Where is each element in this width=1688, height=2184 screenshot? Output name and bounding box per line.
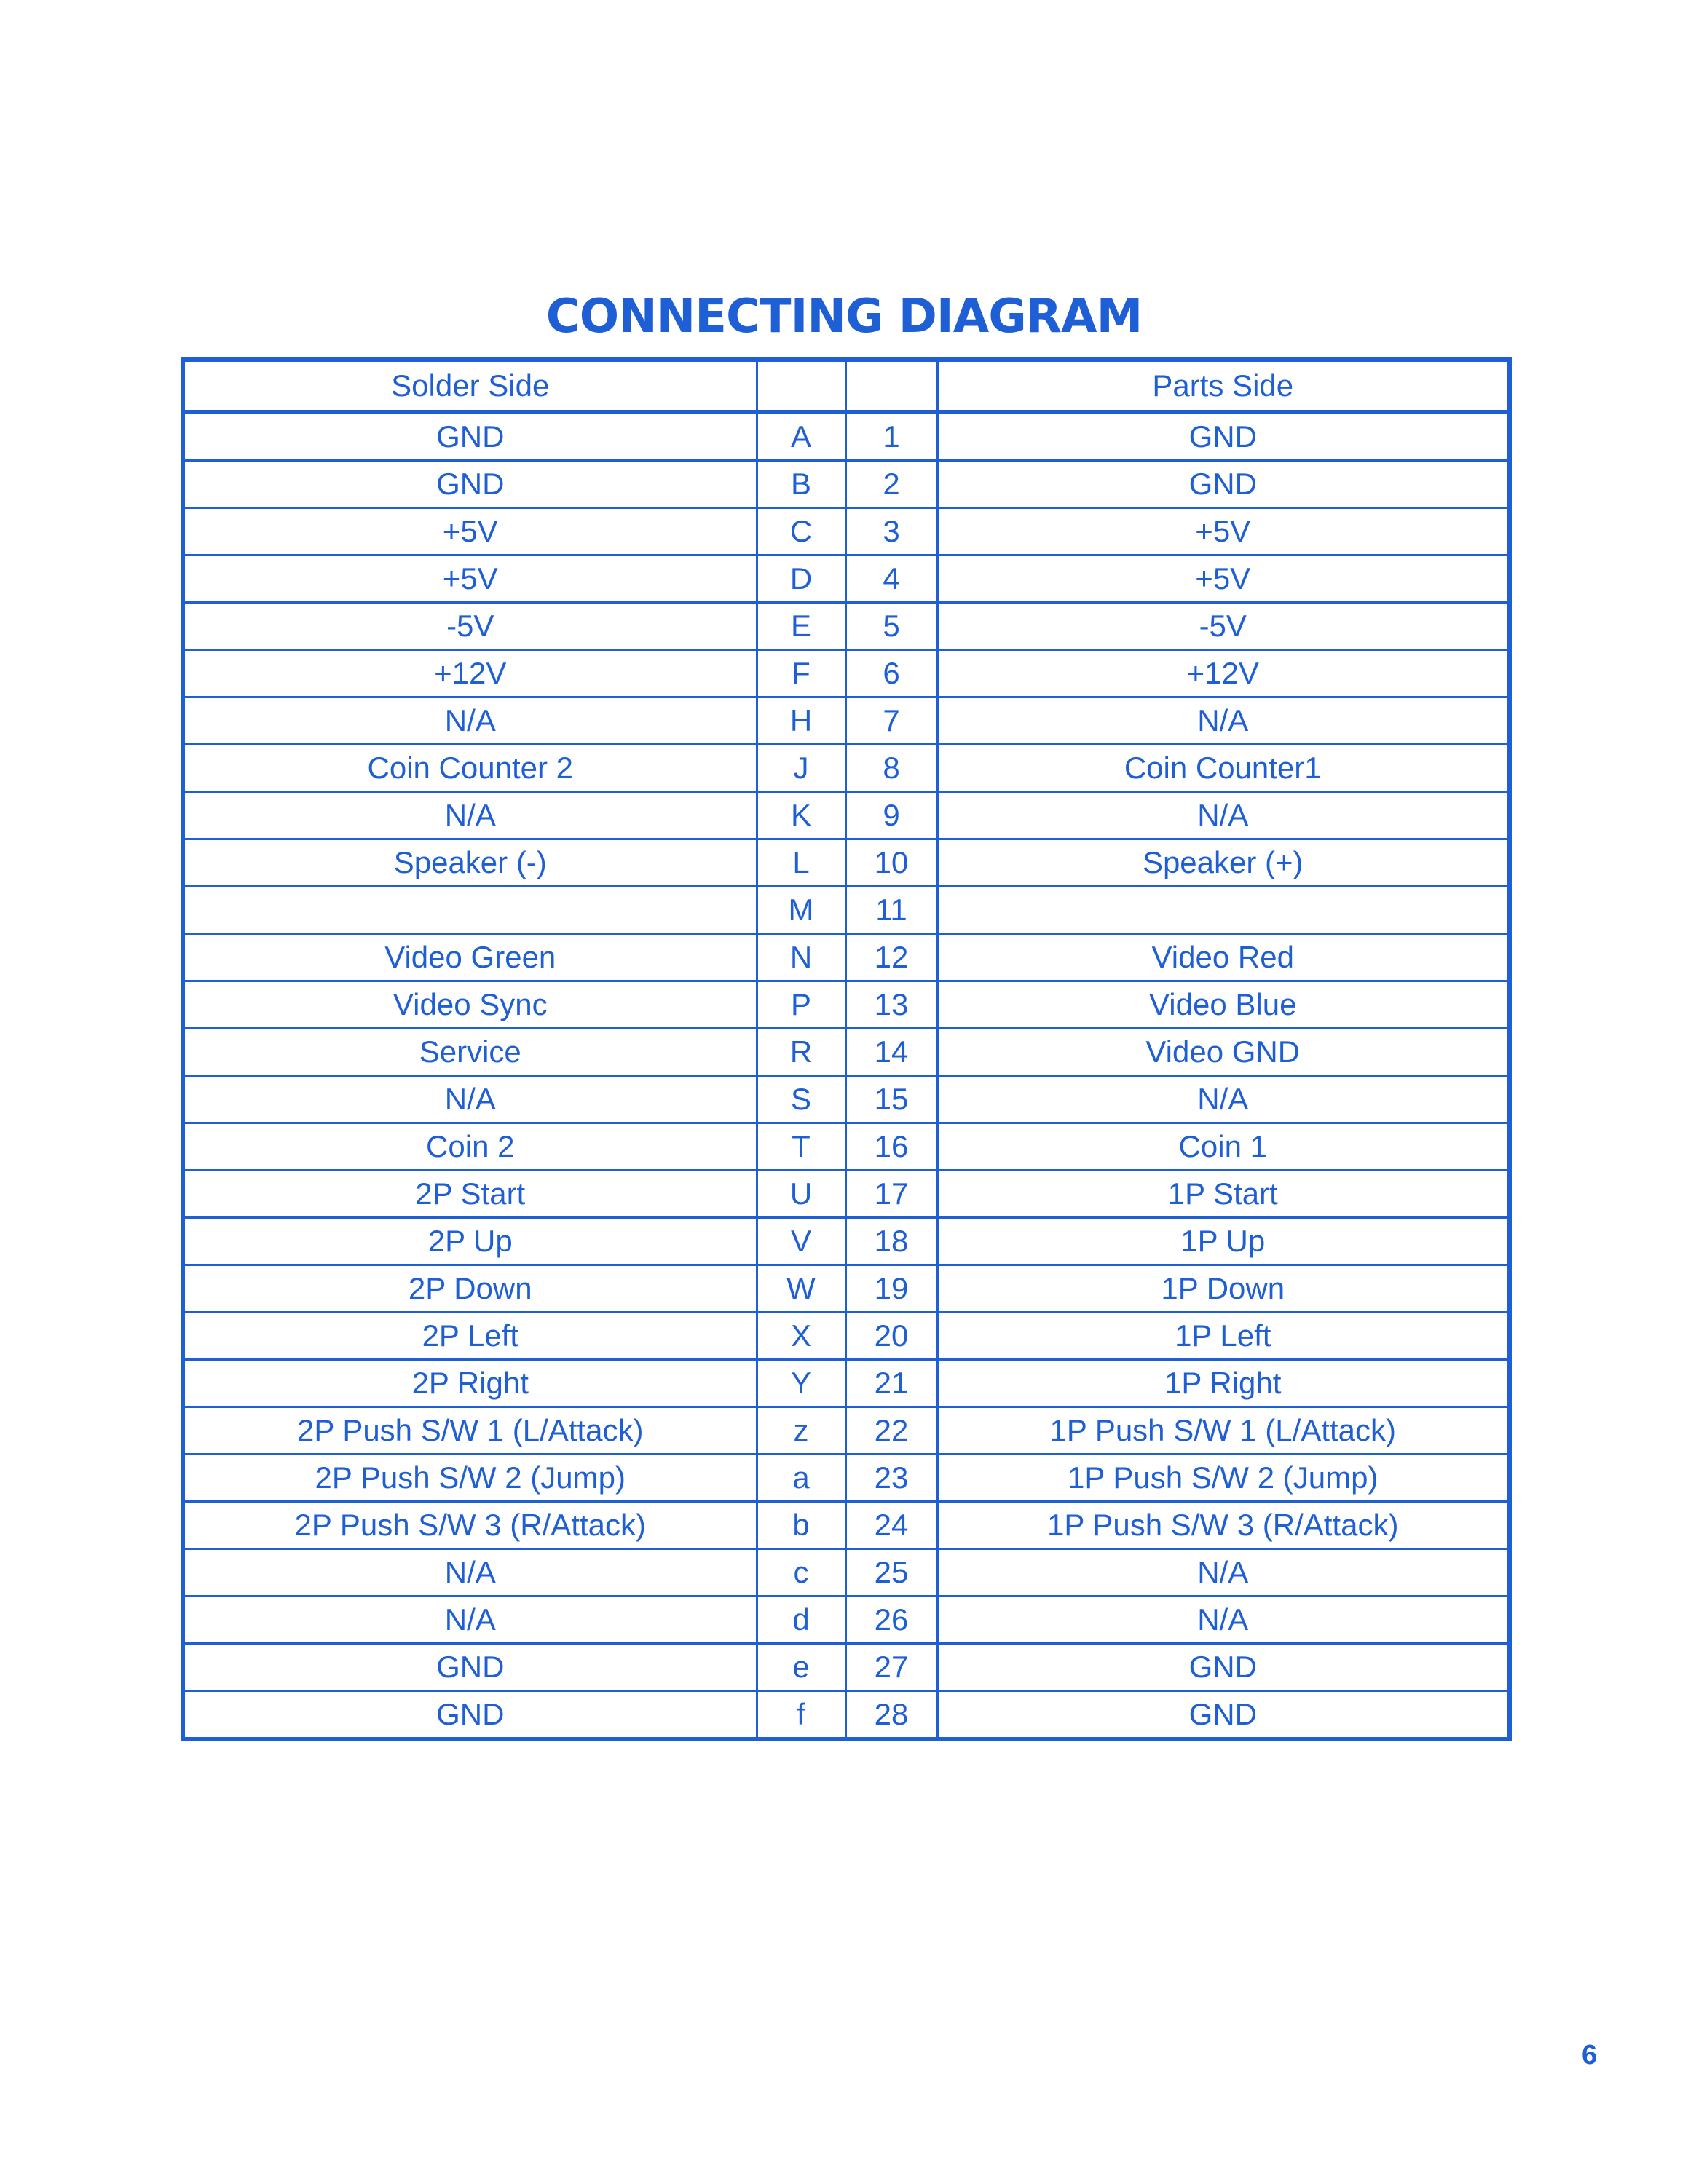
table-row	[183, 1076, 1510, 1123]
pin-letter-cell: U	[757, 1171, 845, 1218]
parts-side-cell: N/A	[937, 1597, 1510, 1644]
solder-side-cell: +5V	[183, 508, 757, 555]
parts-side-cell: +5V	[937, 508, 1510, 555]
parts-side-cell: +12V	[937, 650, 1510, 697]
solder-side-cell: 2P Down	[183, 1265, 757, 1313]
table-row	[183, 603, 1510, 650]
table-row	[183, 1313, 1510, 1360]
parts-side-cell: Coin Counter1	[937, 745, 1510, 792]
solder-side-cell: GND	[183, 412, 757, 461]
pin-number-cell: 4	[845, 555, 937, 603]
solder-side-cell: N/A	[183, 1076, 757, 1123]
table-row	[183, 1265, 1510, 1313]
pin-number-cell: 22	[845, 1407, 937, 1455]
solder-side-cell: Service	[183, 1029, 757, 1076]
pin-letter-cell: D	[757, 555, 845, 603]
pin-number-cell: 10	[845, 839, 937, 887]
parts-side-cell: GND	[937, 461, 1510, 508]
pin-letter-cell: J	[757, 745, 845, 792]
table-row	[183, 650, 1510, 697]
table-row	[183, 792, 1510, 839]
pin-letter-cell: N	[757, 934, 845, 981]
parts-side-cell: Video Red	[937, 934, 1510, 981]
parts-side-cell: GND	[937, 412, 1510, 461]
pin-number-cell: 1	[845, 412, 937, 461]
solder-side-cell: 2P Start	[183, 1171, 757, 1218]
pin-number-cell: 3	[845, 508, 937, 555]
pin-number-cell: 14	[845, 1029, 937, 1076]
pin-number-cell: 19	[845, 1265, 937, 1313]
parts-side-cell: 1P Down	[937, 1265, 1510, 1313]
pin-letter-cell: c	[757, 1549, 845, 1597]
parts-side-cell: 1P Left	[937, 1313, 1510, 1360]
table-row	[183, 508, 1510, 555]
pin-number-cell: 23	[845, 1455, 937, 1502]
parts-side-cell: 1P Start	[937, 1171, 1510, 1218]
table-row	[183, 745, 1510, 792]
solder-side-cell: N/A	[183, 792, 757, 839]
pin-number-cell: 7	[845, 697, 937, 745]
solder-side-cell: +12V	[183, 650, 757, 697]
pin-number-cell: 28	[845, 1691, 937, 1740]
pin-number-cell: 12	[845, 934, 937, 981]
pin-number-cell: 26	[845, 1597, 937, 1644]
table-row	[183, 934, 1510, 981]
pin-letter-cell: b	[757, 1502, 845, 1549]
table-row	[183, 1691, 1510, 1740]
pin-number-cell: 2	[845, 461, 937, 508]
pin-letter-cell: L	[757, 839, 845, 887]
solder-side-cell: -5V	[183, 603, 757, 650]
parts-side-cell	[937, 887, 1510, 934]
table-row	[183, 839, 1510, 887]
pin-number-cell: 27	[845, 1644, 937, 1691]
pin-letter-cell: E	[757, 603, 845, 650]
header-solder-side: Solder Side	[183, 360, 757, 412]
parts-side-cell: -5V	[937, 603, 1510, 650]
pin-number-cell: 9	[845, 792, 937, 839]
table-row	[183, 1549, 1510, 1597]
solder-side-cell: Video Green	[183, 934, 757, 981]
pin-letter-cell: e	[757, 1644, 845, 1691]
page-number: 6	[1582, 2040, 1598, 2070]
pin-letter-cell: a	[757, 1455, 845, 1502]
table-row	[183, 461, 1510, 508]
header-number	[845, 360, 937, 412]
pin-letter-cell: Y	[757, 1360, 845, 1407]
table-row	[183, 1218, 1510, 1265]
parts-side-cell: 1P Right	[937, 1360, 1510, 1407]
pin-letter-cell: H	[757, 697, 845, 745]
header-letter	[757, 360, 845, 412]
parts-side-cell: 1P Push S/W 2 (Jump)	[937, 1455, 1510, 1502]
solder-side-cell: +5V	[183, 555, 757, 603]
parts-side-cell: Coin 1	[937, 1123, 1510, 1171]
pin-letter-cell: W	[757, 1265, 845, 1313]
table-row	[183, 1502, 1510, 1549]
table-row	[183, 412, 1510, 461]
solder-side-cell: Video Sync	[183, 981, 757, 1029]
table-row	[183, 981, 1510, 1029]
table-row	[183, 1407, 1510, 1455]
solder-side-cell: Speaker (-)	[183, 839, 757, 887]
solder-side-cell: 2P Left	[183, 1313, 757, 1360]
parts-side-cell: Video Blue	[937, 981, 1510, 1029]
table-row	[183, 1455, 1510, 1502]
solder-side-cell: 2P Push S/W 3 (R/Attack)	[183, 1502, 757, 1549]
pin-number-cell: 11	[845, 887, 937, 934]
pin-number-cell: 20	[845, 1313, 937, 1360]
pin-number-cell: 8	[845, 745, 937, 792]
table-row	[183, 555, 1510, 603]
pin-letter-cell: P	[757, 981, 845, 1029]
solder-side-cell: 2P Push S/W 2 (Jump)	[183, 1455, 757, 1502]
pin-letter-cell: z	[757, 1407, 845, 1455]
parts-side-cell: Speaker (+)	[937, 839, 1510, 887]
parts-side-cell: N/A	[937, 697, 1510, 745]
table-row	[183, 1597, 1510, 1644]
pin-letter-cell: d	[757, 1597, 845, 1644]
solder-side-cell: 2P Up	[183, 1218, 757, 1265]
solder-side-cell: N/A	[183, 1549, 757, 1597]
pin-letter-cell: A	[757, 412, 845, 461]
pin-letter-cell: V	[757, 1218, 845, 1265]
pin-letter-cell: B	[757, 461, 845, 508]
pin-number-cell: 6	[845, 650, 937, 697]
parts-side-cell: GND	[937, 1644, 1510, 1691]
pin-letter-cell: f	[757, 1691, 845, 1740]
parts-side-cell: Video GND	[937, 1029, 1510, 1076]
pin-letter-cell: X	[757, 1313, 845, 1360]
table-row	[183, 1123, 1510, 1171]
solder-side-cell: N/A	[183, 1597, 757, 1644]
pin-letter-cell: F	[757, 650, 845, 697]
pin-number-cell: 5	[845, 603, 937, 650]
parts-side-cell: N/A	[937, 1549, 1510, 1597]
parts-side-cell: N/A	[937, 1076, 1510, 1123]
parts-side-cell: 1P Push S/W 1 (L/Attack)	[937, 1407, 1510, 1455]
table-row	[183, 1029, 1510, 1076]
table-header-row	[183, 360, 1510, 412]
solder-side-cell: GND	[183, 461, 757, 508]
pin-letter-cell: C	[757, 508, 845, 555]
solder-side-cell: 2P Push S/W 1 (L/Attack)	[183, 1407, 757, 1455]
pin-letter-cell: R	[757, 1029, 845, 1076]
solder-side-cell: Coin Counter 2	[183, 745, 757, 792]
pin-number-cell: 18	[845, 1218, 937, 1265]
pin-letter-cell: M	[757, 887, 845, 934]
header-parts-side: Parts Side	[937, 360, 1510, 412]
pin-number-cell: 21	[845, 1360, 937, 1407]
solder-side-cell: 2P Right	[183, 1360, 757, 1407]
solder-side-cell: GND	[183, 1691, 757, 1740]
solder-side-cell: N/A	[183, 697, 757, 745]
parts-side-cell: 1P Push S/W 3 (R/Attack)	[937, 1502, 1510, 1549]
parts-side-cell: +5V	[937, 555, 1510, 603]
pin-number-cell: 15	[845, 1076, 937, 1123]
pin-letter-cell: K	[757, 792, 845, 839]
parts-side-cell: GND	[937, 1691, 1510, 1740]
pin-number-cell: 25	[845, 1549, 937, 1597]
connector-pinout-table	[181, 357, 1512, 1741]
solder-side-cell	[183, 887, 757, 934]
table-row	[183, 887, 1510, 934]
pin-number-cell: 13	[845, 981, 937, 1029]
table-row	[183, 697, 1510, 745]
table-body	[183, 412, 1510, 1739]
table-row	[183, 1644, 1510, 1691]
table-row	[183, 1360, 1510, 1407]
pin-number-cell: 24	[845, 1502, 937, 1549]
parts-side-cell: N/A	[937, 792, 1510, 839]
pin-letter-cell: S	[757, 1076, 845, 1123]
solder-side-cell: Coin 2	[183, 1123, 757, 1171]
pin-number-cell: 17	[845, 1171, 937, 1218]
solder-side-cell: GND	[183, 1644, 757, 1691]
parts-side-cell: 1P Up	[937, 1218, 1510, 1265]
table-row	[183, 1171, 1510, 1218]
pin-letter-cell: T	[757, 1123, 845, 1171]
pin-number-cell: 16	[845, 1123, 937, 1171]
page-title: CONNECTING DIAGRAM	[545, 290, 1143, 344]
